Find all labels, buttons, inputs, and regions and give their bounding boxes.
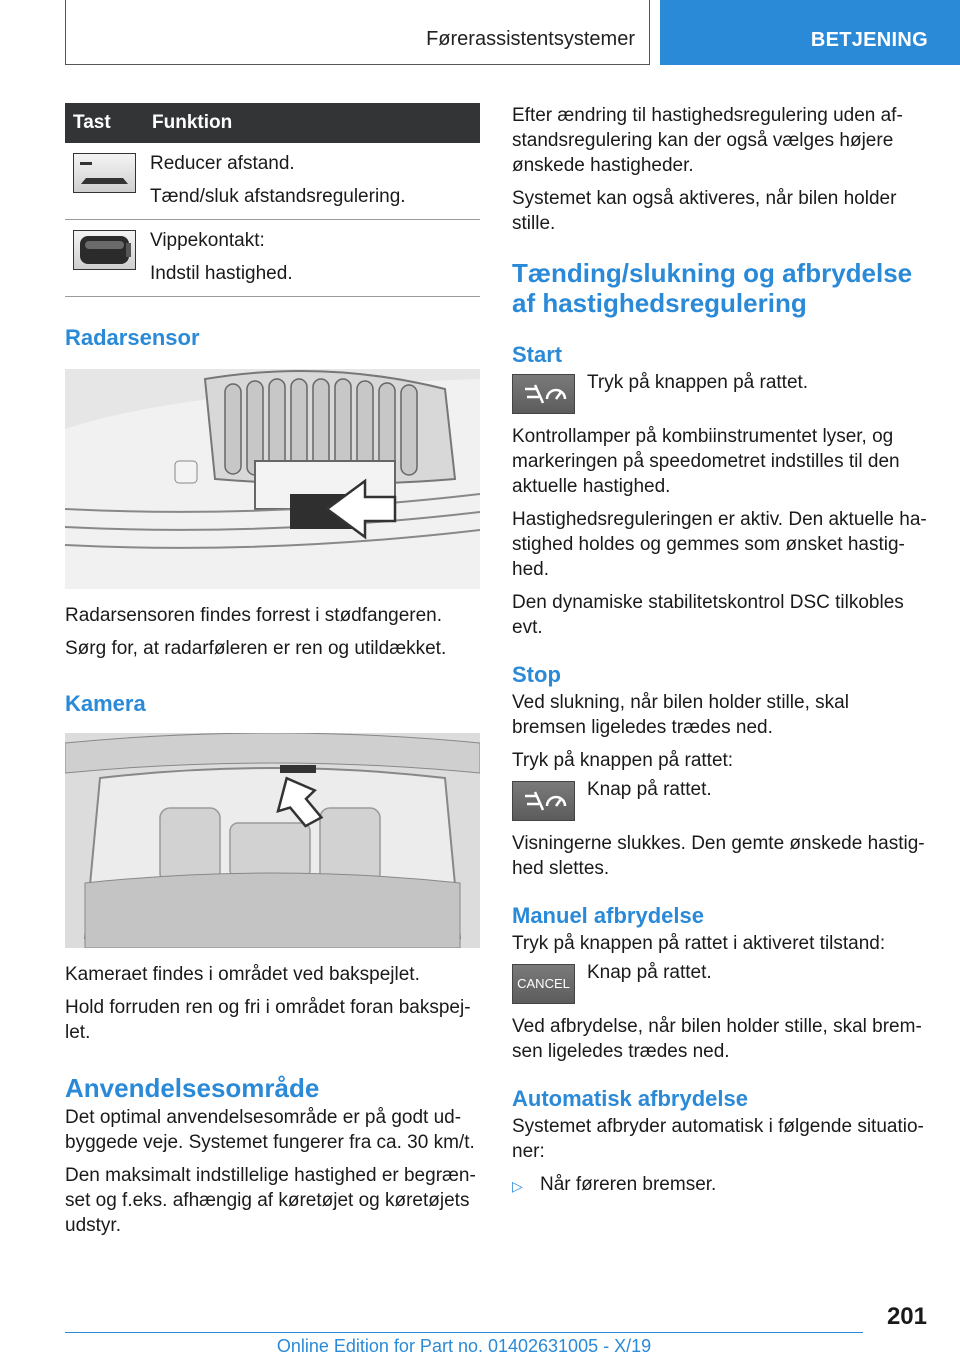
distance-key-icon [73, 153, 136, 193]
manual-after-paragraph: Ved afbrydelse, når bilen holder stille, skal bremsen ligeledes trædes ned. [512, 1016, 922, 1062]
table-cell-text: Indstil hastighed. [150, 263, 293, 284]
start-icon-row [512, 374, 927, 414]
table-cell-text: Reducer afstand. [150, 153, 295, 174]
manual-icon-row [512, 964, 927, 1004]
header-chapter-tab[interactable] [660, 0, 960, 65]
stop-after-paragraph: Visningerne slukkes. Den gemte ønskede hastighed slettes. [512, 833, 925, 879]
stop-paragraph: Ved slukning, når bilen holder stille, skal bremsen ligeledes trædes ned. [512, 692, 849, 738]
stop-heading: Stop [512, 662, 561, 687]
cruise-control-icon [512, 781, 575, 821]
intro-paragraph: Efter ændring til hastighedsregulering uden afstandsregulering kan der også vælges højere ønskede hastigheder. [512, 105, 903, 176]
intro-paragraph: Systemet kan også aktiveres, når bilen holder stille. [512, 188, 897, 234]
auto-heading: Automatisk afbrydelse [512, 1086, 748, 1111]
start-heading: Start [512, 342, 563, 367]
stop-paragraph: Tryk på knappen på rattet: [512, 750, 734, 771]
table-row [65, 220, 480, 297]
footer-divider [65, 1332, 863, 1333]
rocker-switch-icon [73, 230, 136, 270]
table-header-row [65, 103, 480, 143]
function-table [65, 103, 480, 297]
radar-sensor-illustration [65, 369, 480, 589]
cruise-control-icon [512, 374, 575, 414]
start-paragraph: Den dynamiske stabilitetskontrol DSC tilkobles evt. [512, 592, 904, 638]
start-paragraph: Hastighedsreguleringen er aktiv. Den aktuelle hastighed holdes og gemmes som ønsket hastighed. [512, 509, 927, 580]
camera-heading: Kamera [65, 691, 146, 716]
stop-icon-text: Knap på rattet. [587, 779, 712, 800]
radar-paragraph: Sørg for, at radarføleren er ren og utildækket. [65, 638, 447, 659]
usage-paragraph: Den maksimalt indstillelige hastighed er begrænset og f.eks. afhængig af køretøjet og køretøjets udstyr. [65, 1165, 476, 1236]
list-item [512, 1172, 927, 1199]
table-header-key: Tast [65, 103, 144, 143]
table-cell-text: Tænd/sluk afstandsregulering. [150, 186, 406, 207]
camera-illustration [65, 733, 480, 948]
header-section-title: Førerassistentsystemer [426, 28, 635, 50]
manual-heading: Manuel afbrydelse [512, 903, 704, 928]
start-icon-text: Tryk på knappen på rattet. [587, 372, 809, 393]
list-item-text: Når føreren bremser. [540, 1174, 717, 1195]
auto-paragraph: Systemet afbryder automatisk i følgende situationer: [512, 1116, 924, 1162]
table-cell-text: Vippekontakt: [150, 230, 265, 251]
usage-heading: Anvendelsesområde [65, 1073, 320, 1103]
right-column [512, 103, 927, 1199]
start-paragraph: Kontrollamper på kombiinstrumentet lyser, og markeringen på speedometret indstilles til den aktuelle hastighed. [512, 426, 900, 497]
cancel-button-icon [512, 964, 575, 1004]
main-heading: Tænding/slukning og afbrydelse af hastighedsregulering [512, 258, 913, 318]
radar-paragraph: Radarsensoren findes forrest i stødfangeren. [65, 605, 443, 626]
page-number: 201 [886, 1303, 927, 1330]
manual-paragraph: Tryk på knappen på rattet i aktiveret tilstand: [512, 933, 886, 954]
manual-icon-text: Knap på rattet. [587, 962, 712, 983]
radar-heading: Radarsensor [65, 325, 200, 350]
footer-edition-link[interactable]: Online Edition for Part no. 01402631005 - X/19 [276, 1336, 652, 1356]
header-chapter-label: BETJENING [810, 29, 928, 51]
cancel-icon-label: CANCEL [517, 976, 570, 991]
camera-paragraph: Kameraet findes i området ved bakspejlet. [65, 964, 420, 985]
camera-paragraph: Hold forruden ren og fri i området foran bakspejlet. [65, 997, 471, 1043]
table-header-function: Funktion [144, 103, 480, 143]
usage-paragraph: Det optimal anvendelsesområde er på godt udbyggede veje. Systemet fungerer fra ca. 30 km/t. [65, 1107, 475, 1153]
triangle-bullet-icon: ▷ [512, 1178, 523, 1194]
left-column [65, 103, 480, 1246]
stop-icon-row [512, 781, 927, 821]
table-row [65, 143, 480, 220]
header-section-box [65, 0, 650, 65]
